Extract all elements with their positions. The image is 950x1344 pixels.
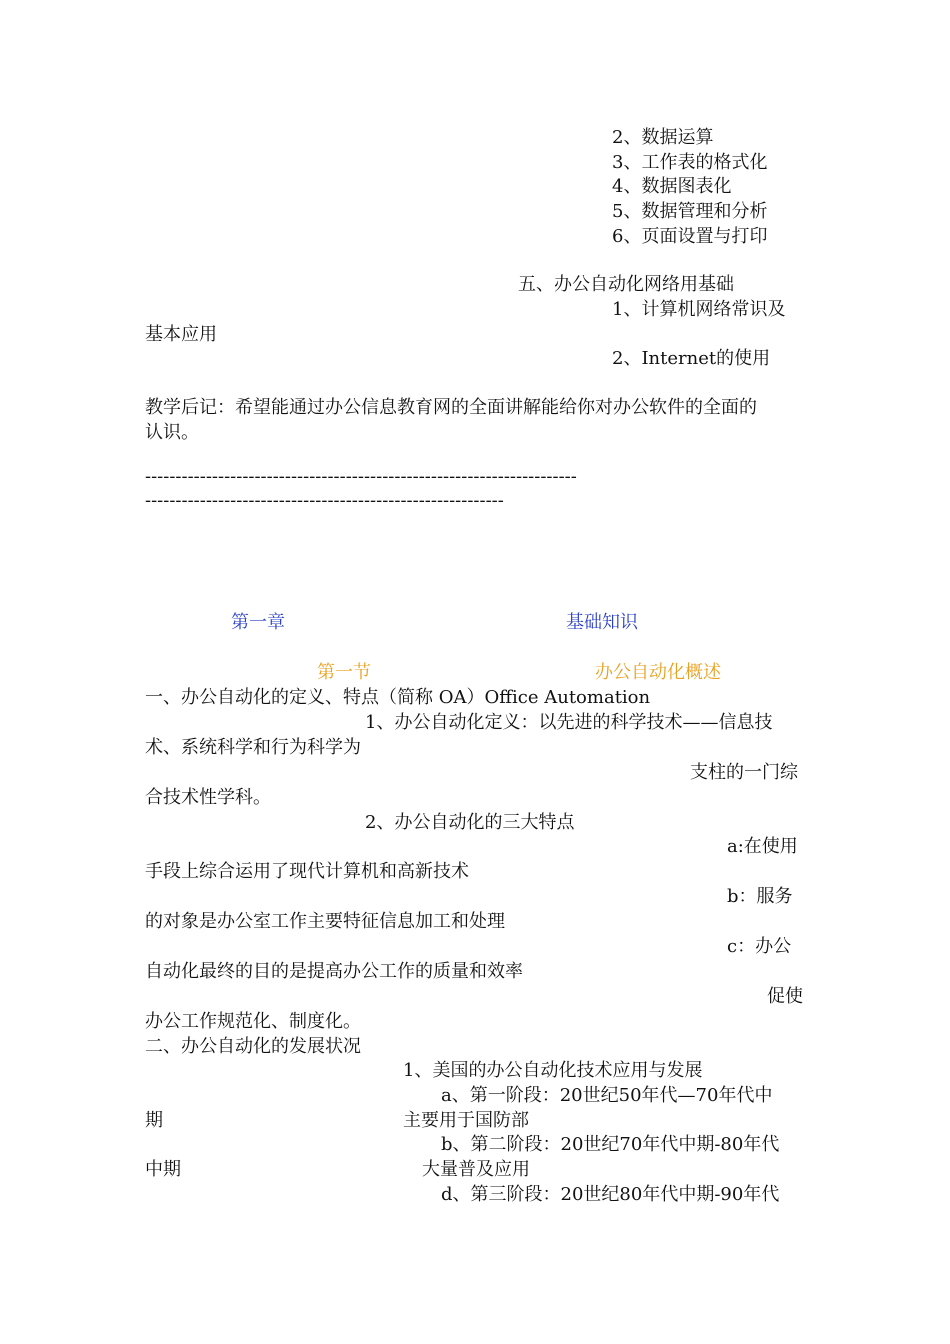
section-title: 办公自动化概述 [595,662,721,683]
features-title: 2、办公自动化的三大特点 [365,812,575,833]
feature-a-label: a:在使用 [727,836,798,857]
teaching-notes-cont: 认识。 [145,422,199,443]
feature-b-label: b：服务 [727,886,793,907]
heading-definition: 一、办公自动化的定义、特点（简称 OA）Office Automation [145,687,651,708]
section-5-item-2: 2、Internet的使用 [612,348,771,369]
feature-d-label: 促使 [767,986,803,1007]
feature-d-text: 办公工作规范化、制度化。 [145,1011,361,1032]
feature-a-text: 手段上综合运用了现代计算机和高新技术 [145,861,469,882]
stage-b-cont-left: 中期 [145,1159,181,1180]
chapter-title: 基础知识 [566,612,638,633]
outline-item-2: 2、数据运算 [612,127,714,148]
section-number: 第一节 [317,662,371,683]
stage-d: d、第三阶段：20世纪80年代中期-90年代 [441,1184,780,1205]
outline-item-5: 5、数据管理和分析 [612,201,768,222]
stage-b-cont-right: 大量普及应用 [422,1159,530,1180]
section-5-item-1: 1、计算机网络常识及 [612,299,786,320]
section-5-item-1-cont: 基本应用 [145,324,217,345]
feature-b-text: 的对象是办公室工作主要特征信息加工和处理 [145,911,505,932]
definition-text: 1、办公自动化定义：以先进的科学技术——信息技 [365,712,773,733]
chapter-number: 第一章 [231,612,285,633]
us-development-title: 1、美国的办公自动化技术应用与发展 [403,1060,703,1081]
outline-item-3: 3、工作表的格式化 [612,152,768,173]
stage-a-cont-right: 主要用于国防部 [403,1110,529,1131]
heading-development: 二、办公自动化的发展状况 [145,1036,361,1057]
divider-line: ----------------------------------------------------------------------- [145,466,577,487]
divider-line-2: ----------------------------------------------------------- [145,490,504,511]
outline-item-6: 6、页面设置与打印 [612,226,768,247]
teaching-notes: 教学后记：希望能通过办公信息教育网的全面讲解能给你对办公软件的全面的 [145,397,757,418]
stage-a-cont-left: 期 [145,1110,163,1131]
definition-text-cont: 术、系统科学和行为科学为 [145,737,361,758]
feature-c-label: c：办公 [727,936,792,957]
outline-item-4: 4、数据图表化 [612,176,732,197]
stage-b: b、第二阶段：20世纪70年代中期-80年代 [441,1134,780,1155]
section-5-title: 五、办公自动化网络用基础 [518,274,734,295]
stage-a: a、第一阶段：20世纪50年代—70年代中 [441,1085,773,1106]
definition-text-cont-3: 合技术性学科。 [145,787,271,808]
definition-text-cont-2: 支柱的一门综 [690,762,798,783]
feature-c-text: 自动化最终的目的是提高办公工作的质量和效率 [145,961,523,982]
